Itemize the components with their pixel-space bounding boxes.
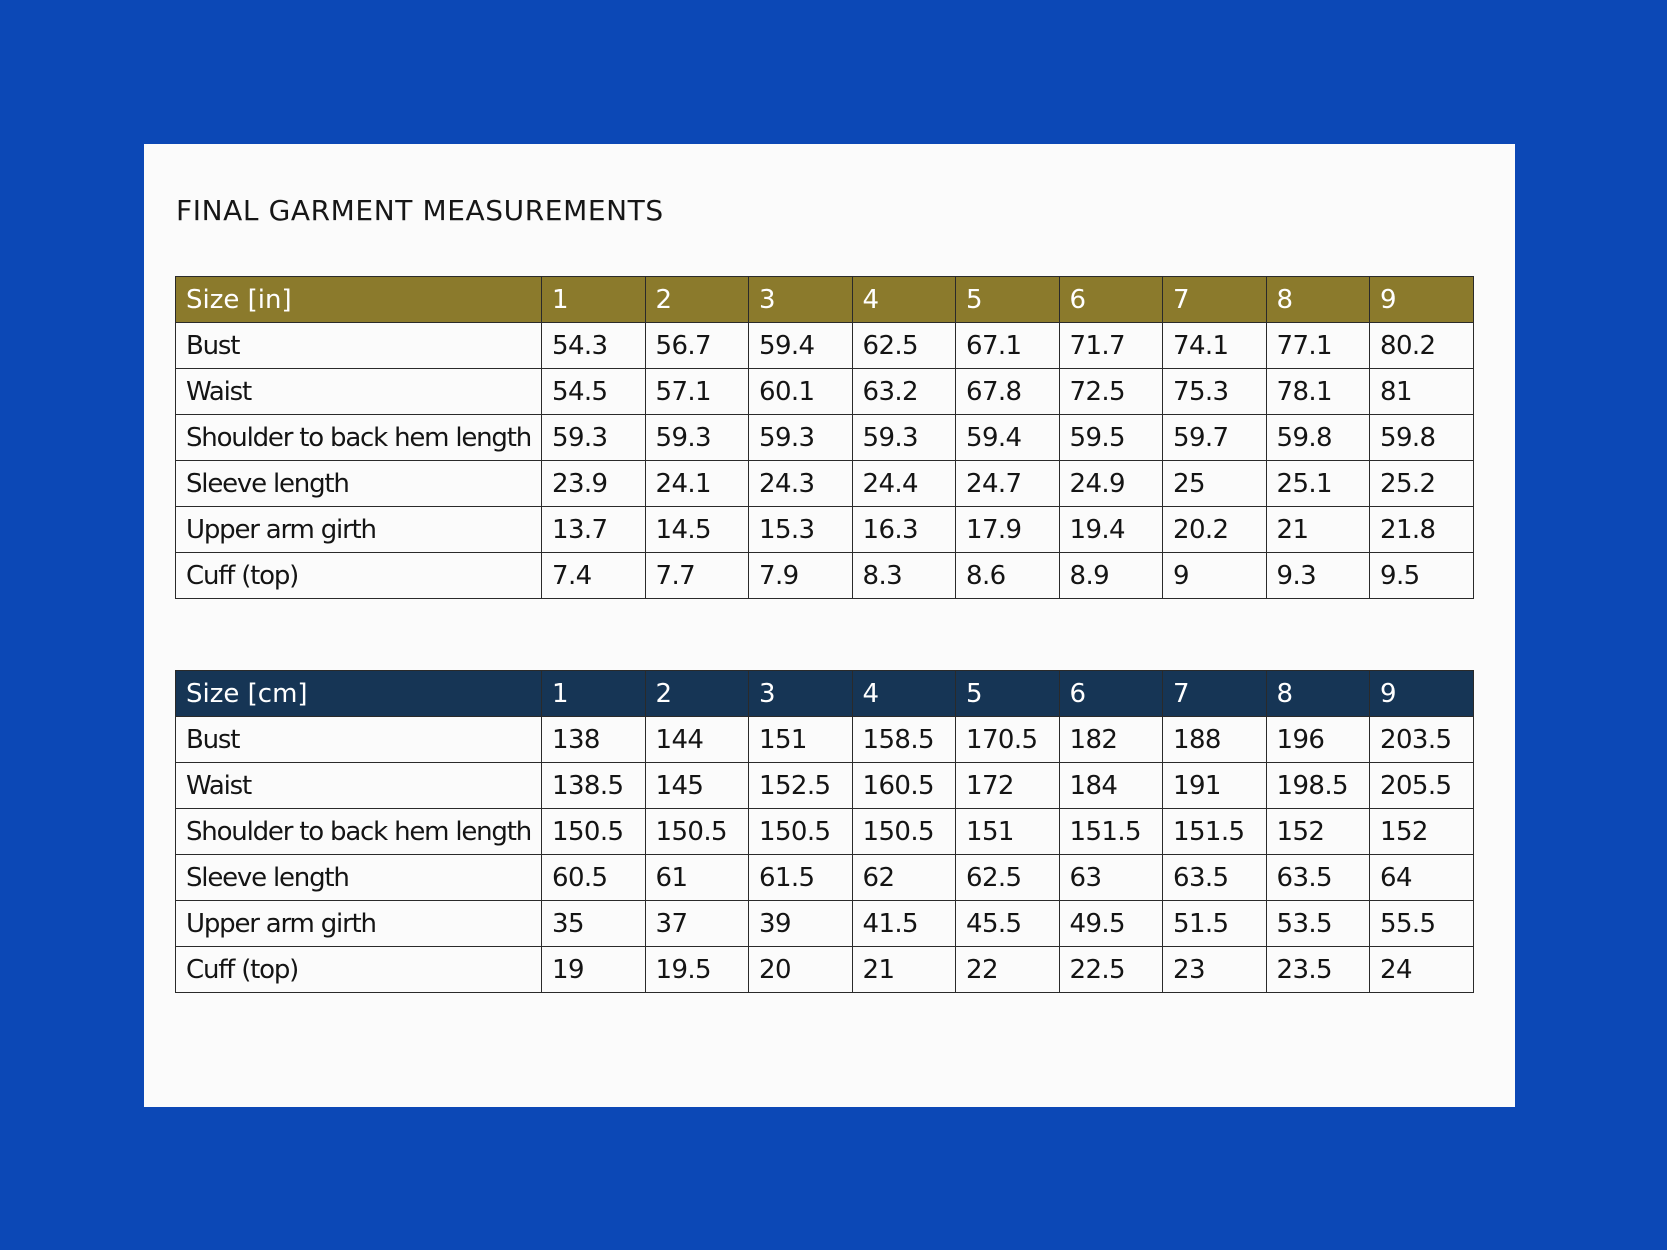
size-column-header: 6 [1059,671,1163,717]
measurement-value: 72.5 [1059,369,1163,415]
measurement-value: 61 [645,855,749,901]
size-column-header: 5 [956,671,1060,717]
measurement-value: 7.9 [749,553,853,599]
measurement-value: 59.3 [542,415,646,461]
measurement-value: 51.5 [1163,901,1267,947]
measurement-value: 152 [1370,809,1474,855]
table-row [176,369,1474,415]
size-column-header: 4 [852,671,956,717]
size-column-header: 8 [1266,277,1370,323]
measurements-table-inches [175,276,1474,599]
size-column-header: 2 [645,277,749,323]
measurement-value: 138.5 [542,763,646,809]
measurement-value: 182 [1059,717,1163,763]
measurement-value: 151 [956,809,1060,855]
table-row [176,947,1474,993]
measurement-value: 23.5 [1266,947,1370,993]
measurement-value: 55.5 [1370,901,1474,947]
table-row [176,809,1474,855]
measurement-value: 54.5 [542,369,646,415]
measurement-value: 17.9 [956,507,1060,553]
measurement-value: 56.7 [645,323,749,369]
measurement-value: 35 [542,901,646,947]
measurement-value: 144 [645,717,749,763]
size-unit-header: Size [in] [176,277,542,323]
measurement-value: 60.5 [542,855,646,901]
measurements-card [144,144,1515,1107]
measurement-value: 61.5 [749,855,853,901]
measurement-value: 188 [1163,717,1267,763]
measurement-value: 59.3 [645,415,749,461]
measurement-value: 59.8 [1266,415,1370,461]
measurement-label: Upper arm girth [176,901,542,947]
size-column-header: 7 [1163,277,1267,323]
measurement-value: 22 [956,947,1060,993]
table-row [176,553,1474,599]
measurement-value: 151.5 [1163,809,1267,855]
measurement-value: 25.1 [1266,461,1370,507]
size-column-header: 3 [749,277,853,323]
measurement-value: 62.5 [956,855,1060,901]
table-row [176,415,1474,461]
measurement-value: 24.4 [852,461,956,507]
measurements-table-cm [175,670,1474,993]
measurement-value: 63.2 [852,369,956,415]
measurement-value: 59.7 [1163,415,1267,461]
measurement-value: 23.9 [542,461,646,507]
measurement-value: 23 [1163,947,1267,993]
measurement-value: 7.7 [645,553,749,599]
measurement-label: Sleeve length [176,461,542,507]
measurement-value: 150.5 [542,809,646,855]
size-column-header: 1 [542,671,646,717]
measurement-value: 81 [1370,369,1474,415]
measurement-value: 9 [1163,553,1267,599]
measurement-value: 63.5 [1163,855,1267,901]
measurement-value: 75.3 [1163,369,1267,415]
measurement-value: 8.3 [852,553,956,599]
table-row [176,763,1474,809]
size-column-header: 5 [956,277,1060,323]
measurement-value: 196 [1266,717,1370,763]
measurement-label: Cuff (top) [176,553,542,599]
measurement-value: 41.5 [852,901,956,947]
measurement-value: 9.5 [1370,553,1474,599]
measurement-value: 25 [1163,461,1267,507]
table-row [176,323,1474,369]
measurement-value: 39 [749,901,853,947]
measurement-value: 67.8 [956,369,1060,415]
measurement-value: 62 [852,855,956,901]
measurement-label: Bust [176,717,542,763]
measurement-value: 158.5 [852,717,956,763]
measurement-value: 13.7 [542,507,646,553]
table-header-row [176,277,1474,323]
table-row [176,901,1474,947]
measurement-value: 150.5 [749,809,853,855]
measurement-value: 78.1 [1266,369,1370,415]
measurement-value: 21.8 [1370,507,1474,553]
page-title: FINAL GARMENT MEASUREMENTS [176,194,664,227]
measurement-value: 198.5 [1266,763,1370,809]
measurement-value: 60.1 [749,369,853,415]
size-column-header: 6 [1059,277,1163,323]
measurement-value: 8.9 [1059,553,1163,599]
table-header-row [176,671,1474,717]
size-column-header: 3 [749,671,853,717]
measurement-value: 49.5 [1059,901,1163,947]
measurement-value: 20 [749,947,853,993]
size-unit-header: Size [cm] [176,671,542,717]
measurement-value: 77.1 [1266,323,1370,369]
measurement-label: Shoulder to back hem length [176,415,542,461]
measurement-value: 59.3 [852,415,956,461]
measurement-value: 184 [1059,763,1163,809]
measurement-value: 150.5 [852,809,956,855]
measurement-value: 151 [749,717,853,763]
measurement-label: Sleeve length [176,855,542,901]
measurement-value: 172 [956,763,1060,809]
measurement-value: 19 [542,947,646,993]
measurement-value: 170.5 [956,717,1060,763]
measurement-value: 145 [645,763,749,809]
measurement-value: 45.5 [956,901,1060,947]
measurement-label: Waist [176,369,542,415]
measurement-value: 160.5 [852,763,956,809]
measurement-value: 152.5 [749,763,853,809]
measurement-value: 138 [542,717,646,763]
table-row [176,717,1474,763]
table-row [176,461,1474,507]
measurement-value: 62.5 [852,323,956,369]
measurement-value: 21 [1266,507,1370,553]
measurement-value: 57.1 [645,369,749,415]
measurement-value: 24.9 [1059,461,1163,507]
size-column-header: 7 [1163,671,1267,717]
measurement-value: 150.5 [645,809,749,855]
size-column-header: 2 [645,671,749,717]
measurement-value: 59.8 [1370,415,1474,461]
measurement-value: 53.5 [1266,901,1370,947]
measurement-value: 37 [645,901,749,947]
size-column-header: 9 [1370,277,1474,323]
measurement-value: 19.4 [1059,507,1163,553]
measurement-value: 67.1 [956,323,1060,369]
measurement-value: 74.1 [1163,323,1267,369]
measurement-value: 59.5 [1059,415,1163,461]
measurement-value: 24.1 [645,461,749,507]
measurement-value: 59.3 [749,415,853,461]
measurement-value: 24.7 [956,461,1060,507]
measurement-value: 24.3 [749,461,853,507]
measurement-value: 9.3 [1266,553,1370,599]
measurement-value: 7.4 [542,553,646,599]
measurement-label: Waist [176,763,542,809]
measurement-value: 14.5 [645,507,749,553]
measurement-value: 59.4 [749,323,853,369]
size-column-header: 8 [1266,671,1370,717]
size-column-header: 9 [1370,671,1474,717]
measurement-label: Bust [176,323,542,369]
measurement-value: 54.3 [542,323,646,369]
measurement-value: 151.5 [1059,809,1163,855]
measurement-value: 63.5 [1266,855,1370,901]
measurement-value: 64 [1370,855,1474,901]
measurement-value: 63 [1059,855,1163,901]
measurement-value: 71.7 [1059,323,1163,369]
measurement-label: Upper arm girth [176,507,542,553]
measurement-value: 21 [852,947,956,993]
measurement-value: 59.4 [956,415,1060,461]
measurement-value: 25.2 [1370,461,1474,507]
measurement-value: 205.5 [1370,763,1474,809]
measurement-value: 80.2 [1370,323,1474,369]
table-row [176,507,1474,553]
measurement-value: 15.3 [749,507,853,553]
measurement-value: 203.5 [1370,717,1474,763]
measurement-value: 20.2 [1163,507,1267,553]
measurement-label: Shoulder to back hem length [176,809,542,855]
measurement-label: Cuff (top) [176,947,542,993]
measurement-value: 191 [1163,763,1267,809]
measurement-value: 19.5 [645,947,749,993]
measurement-value: 8.6 [956,553,1060,599]
size-column-header: 4 [852,277,956,323]
measurement-value: 152 [1266,809,1370,855]
measurement-value: 16.3 [852,507,956,553]
size-column-header: 1 [542,277,646,323]
table-row [176,855,1474,901]
measurement-value: 24 [1370,947,1474,993]
measurement-value: 22.5 [1059,947,1163,993]
